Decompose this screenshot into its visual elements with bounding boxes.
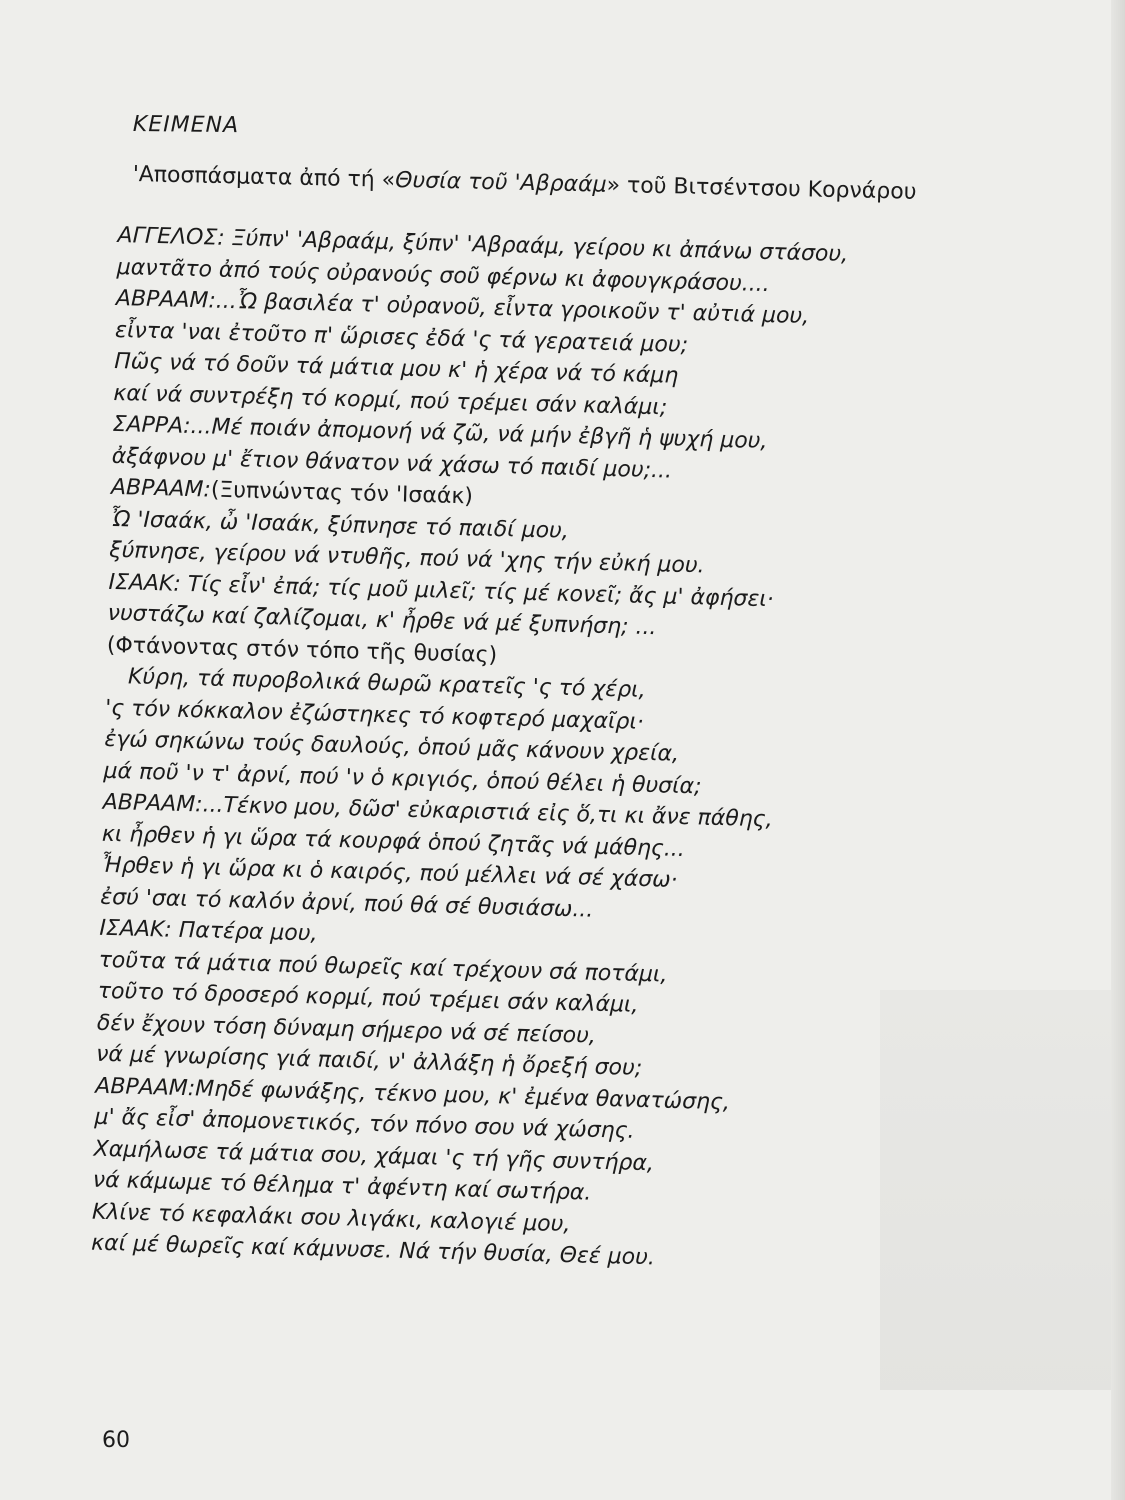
poem-line-text: καί νά συντρέξη τό κορμί, πού τρέμει σάν καλάμι; — [113, 380, 668, 420]
stage-direction: (Φτάνοντας στόν τόπο τῆς θυσίας) — [106, 632, 498, 668]
poem-line-text: ΑΒΡΑΑΜ:...Ὦ βασιλέα τ' οὐρανοῦ, εἶντα γροικοῦν τ' αὐτιά μου, — [115, 285, 810, 330]
poem-line-text: δέν ἔχουν τόση δύναμη σήμερο νά σέ πείσου, — [96, 1010, 597, 1049]
poem-line-text: καί μέ θωρεῖς καί κάμνυσε. Νά τήν θυσία, Θεέ μου. — [90, 1230, 656, 1271]
stage-direction: (Ξυπνώντας τόν 'Ισαάκ) — [210, 477, 474, 510]
poem-line-text: Πῶς νά τό δοῦν τά μάτια μου κ' ἡ χέρα νά τό κάμη — [113, 348, 679, 389]
section-label: ΚΕΙΜΕΝΑ — [132, 112, 240, 139]
poem-line-text: μ' ἄς εἶσ' ἀπομονετικός, τόν πόνο σου νά χώσης. — [94, 1104, 635, 1144]
page-number: 60 — [102, 1428, 130, 1453]
poem-line-text: ἐγώ σηκώνω τούς δαυλούς, ὁπού μᾶς κάνουν χρεία, — [104, 726, 680, 767]
poem-line-text: 'ς τόν κόκκαλον ἐζώστηκες τό κοφτερό μαχαῖρι· — [104, 695, 645, 735]
poem-line-text: ΑΒΡΑΑΜ:...Τέκνο μου, δῶσ' εὐκαριστιά εἰς ὅ,τι κι ἄνε πάθης, — [102, 789, 773, 833]
poem-line-text: ΑΒΡΑΑΜ: — [110, 474, 212, 503]
poem-line-text: ξύπνησε, γείρου νά ντυθῆς, πού νά 'χης τήν εὐκή μου. — [109, 537, 705, 579]
poem-line-text: τοῦτα τά μάτια πού θωρεῖς καί τρέχουν σά ποτάμι, — [98, 947, 668, 988]
poem-line-text: νυστάζω καί ζαλίζομαι, κ' ἦρθε νά μέ ξυπνήση; ... — [107, 600, 657, 641]
poem-line-text: ΣΑΡΡΑ:...Μέ ποιάν ἀπομονή νά ζῶ, νά μήν ἐβγῆ ἡ ψυχή μου, — [112, 411, 768, 455]
poem-line-text: μαντᾶτο ἀπό τούς οὐρανούς σοῦ φέρνω κι ἀφουγκράσου.... — [116, 254, 771, 297]
poem-line-text: τοῦτο τό δροσερό κορμί, πού τρέμει σάν καλάμι, — [97, 978, 639, 1018]
poem-line-text: νά μέ γνωρίσης γιά παιδί, ν' ἀλλάξη ἡ ὄρεξή σου; — [95, 1041, 643, 1082]
poem-line-text: Χαμήλωσε τά μάτια σου, χάμαι 'ς τή γῆς συντήρα, — [93, 1136, 655, 1176]
poem-line-text: Ὦ 'Ισαάκ, ὦ 'Ισαάκ, ξύπνησε τό παιδί μου, — [109, 506, 570, 544]
poem-text — [91, 220, 918, 1280]
bleed-through-shadow — [880, 990, 1125, 1390]
page-gutter — [1111, 0, 1125, 1500]
title-work: Θυσία τοῦ 'Αβραάμ — [394, 167, 607, 198]
title-suffix: » τοῦ Βιτσέντσου Κορνάρου — [606, 172, 917, 205]
poem-line-text: εἶντα 'ναι ἐτοῦτο π' ὥρισες ἐδά 'ς τά γερατειά μου; — [114, 317, 689, 358]
poem-line-text: ἀξάφνου μ' ἔτιον θάνατον νά χάσω τό παιδί μου;... — [111, 443, 673, 484]
poem-line-text: μά ποῦ 'ν τ' ἀρνί, πού 'ν ὁ κριγιός, ὁπού θέλει ἡ θυσία; — [103, 758, 702, 799]
poem-line-text: ΙΣΑΑΚ: Πατέρα μου, — [99, 915, 318, 947]
poem-line-text: κι ἦρθεν ἡ γι ὥρα τά κουρφά ὁπού ζητᾶς νά μάθης... — [101, 821, 686, 862]
poem-line-text: ΙΣΑΑΚ: Τίς εἶν' ἐπά; τίς μοῦ μιλεῖ; τίς μέ κονεῖ; ἄς μ' ἀφήσει· — [108, 569, 775, 612]
poem-line-text: ἐσύ 'σαι τό καλόν ἀρνί, πού θά σέ θυσιάσω... — [99, 884, 594, 923]
poem-line-text: Ἦρθεν ἡ γι ὥρα κι ὁ καιρός, πού μέλλει νά σέ χάσω· — [100, 852, 678, 893]
poem-line-text: ΑΓΓΕΛΟΣ: Ξύπν' 'Αβραάμ, ξύπν' 'Αβραάμ, γείρου κι ἀπάνω στάσου, — [117, 222, 849, 268]
title-prefix: 'Αποσπάσματα ἀπό τή « — [132, 162, 396, 193]
poem-line-text: ΑΒΡΑΑΜ:Μηδέ φωνάξης, τέκνο μου, κ' ἐμένα θανατώσης, — [95, 1073, 731, 1115]
poem-line-text: νά κάμωμε τό θέλημα τ' ἀφέντη καί σωτήρα. — [92, 1167, 592, 1206]
poem-line-text: Κλίνε τό κεφαλάκι σου λιγάκι, καλογιέ μου, — [91, 1199, 571, 1237]
poem-line-text: Κύρη, τά πυροβολικά θωρῶ κρατεῖς 'ς τό χέρι, — [127, 664, 646, 703]
excerpt-title — [132, 162, 916, 205]
